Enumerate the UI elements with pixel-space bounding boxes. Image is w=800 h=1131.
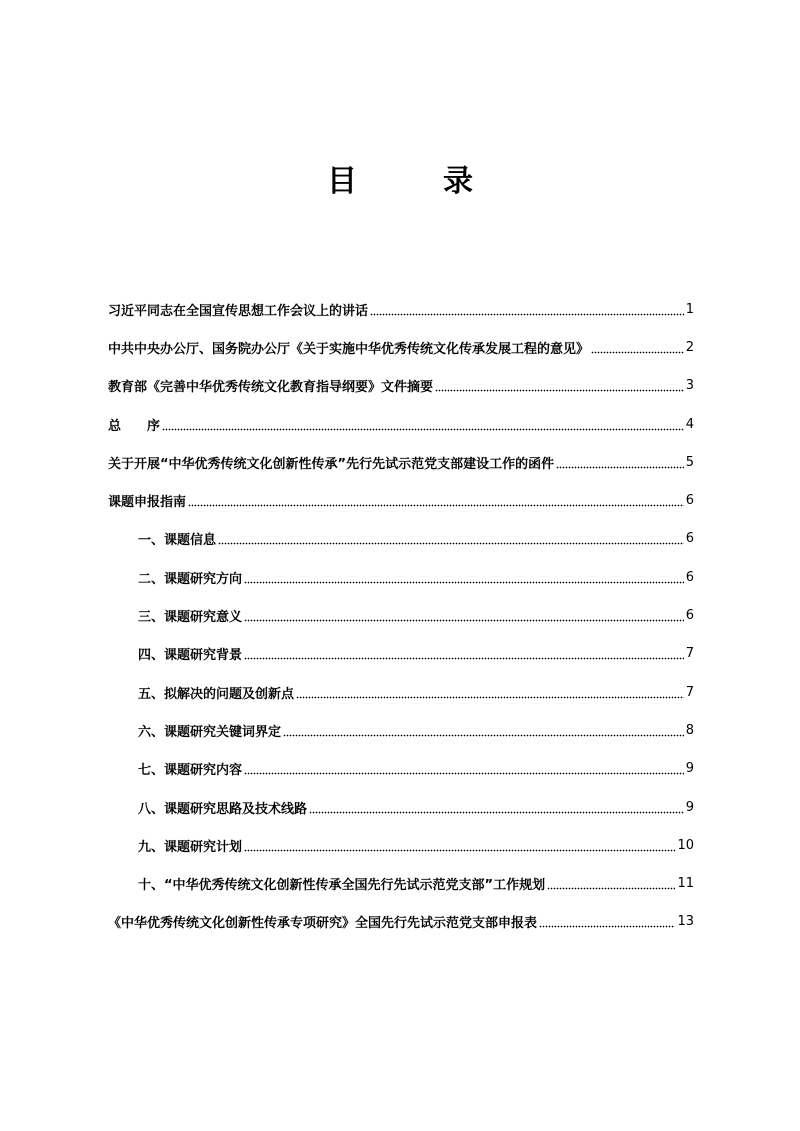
toc-entry-page-number: 7 xyxy=(685,646,694,662)
toc-entry-label: 九、课题研究计划 xyxy=(138,839,243,855)
toc-entry-page-number: 1 xyxy=(685,301,694,317)
toc-entry[interactable] xyxy=(108,520,694,558)
toc-dot-leader xyxy=(370,303,684,316)
toc-entry-page-number: 6 xyxy=(685,569,694,585)
toc-dot-leader xyxy=(309,801,684,814)
toc-dot-leader xyxy=(283,724,684,737)
toc-entry-label: 总 序 xyxy=(108,418,161,434)
toc-dot-leader xyxy=(591,341,684,354)
toc-dot-leader xyxy=(547,877,675,890)
toc-entry-page-number: 13 xyxy=(677,914,694,930)
toc-entry[interactable] xyxy=(108,903,694,941)
toc-entry[interactable] xyxy=(108,635,694,673)
toc-dot-leader xyxy=(244,647,684,660)
toc-entry-page-number: 6 xyxy=(685,493,694,509)
toc-dot-leader xyxy=(556,456,684,469)
toc-entry[interactable] xyxy=(108,750,694,788)
table-of-contents xyxy=(108,290,694,941)
toc-entry[interactable] xyxy=(108,290,694,328)
toc-dot-leader xyxy=(218,532,684,545)
toc-entry-page-number: 10 xyxy=(677,837,694,853)
toc-entry[interactable] xyxy=(108,405,694,443)
toc-entry[interactable] xyxy=(108,826,694,864)
toc-entry-page-number: 6 xyxy=(685,531,694,547)
toc-entry-page-number: 3 xyxy=(685,378,694,394)
toc-entry-page-number: 7 xyxy=(685,684,694,700)
toc-entry-label: 十、“中华优秀传统文化创新性传承全国先行先试示范党支部”工作规划 xyxy=(138,878,546,894)
toc-entry[interactable] xyxy=(108,673,694,711)
toc-dot-leader xyxy=(244,839,675,852)
toc-entry-page-number: 11 xyxy=(677,876,694,892)
toc-entry-page-number: 5 xyxy=(685,454,694,470)
toc-entry[interactable] xyxy=(108,367,694,405)
toc-entry[interactable] xyxy=(108,864,694,902)
toc-dot-leader xyxy=(162,418,684,431)
toc-entry[interactable] xyxy=(108,443,694,481)
toc-dot-leader xyxy=(435,379,684,392)
toc-dot-leader xyxy=(188,494,684,507)
toc-entry-page-number: 4 xyxy=(685,416,694,432)
page-title: 目 录 xyxy=(327,164,501,199)
toc-entry-page-number: 2 xyxy=(685,339,694,355)
toc-entry-label: 七、课题研究内容 xyxy=(138,763,243,779)
toc-entry-page-number: 6 xyxy=(685,608,694,624)
toc-entry-page-number: 9 xyxy=(685,761,694,777)
toc-dot-leader xyxy=(539,915,675,928)
toc-entry-label: 一、课题信息 xyxy=(138,533,217,549)
toc-entry-label: 八、课题研究思路及技术线路 xyxy=(138,801,308,817)
toc-entry[interactable] xyxy=(108,481,694,519)
toc-entry[interactable] xyxy=(108,558,694,596)
toc-entry[interactable] xyxy=(108,596,694,634)
toc-entry-label: 课题申报指南 xyxy=(108,495,187,511)
toc-entry-label: 中共中央办公厅、国务院办公厅《关于实施中华优秀传统文化传承发展工程的意见》 xyxy=(108,341,590,357)
toc-entry[interactable] xyxy=(108,711,694,749)
toc-dot-leader xyxy=(244,762,684,775)
toc-dot-leader xyxy=(244,609,684,622)
toc-dot-leader xyxy=(296,686,684,699)
toc-entry-label: 《中华优秀传统文化创新性传承专项研究》全国先行先试示范党支部申报表 xyxy=(108,916,538,932)
toc-entry-label: 四、课题研究背景 xyxy=(138,648,243,664)
toc-entry-label: 习近平同志在全国宣传思想工作会议上的讲话 xyxy=(108,303,369,319)
toc-entry-label: 教育部《完善中华优秀传统文化教育指导纲要》文件摘要 xyxy=(108,380,434,396)
toc-entry-label: 六、课题研究关键词界定 xyxy=(138,724,282,740)
toc-entry[interactable] xyxy=(108,328,694,366)
toc-dot-leader xyxy=(244,571,684,584)
toc-entry-page-number: 9 xyxy=(685,799,694,815)
toc-entry-label: 三、课题研究意义 xyxy=(138,610,243,626)
toc-entry-page-number: 8 xyxy=(685,722,694,738)
toc-entry[interactable] xyxy=(108,788,694,826)
toc-entry-label: 五、拟解决的问题及创新点 xyxy=(138,686,295,702)
toc-entry-label: 关于开展“中华优秀传统文化创新性传承”先行先试示范党支部建设工作的函件 xyxy=(108,456,555,472)
toc-entry-label: 二、课题研究方向 xyxy=(138,571,243,587)
